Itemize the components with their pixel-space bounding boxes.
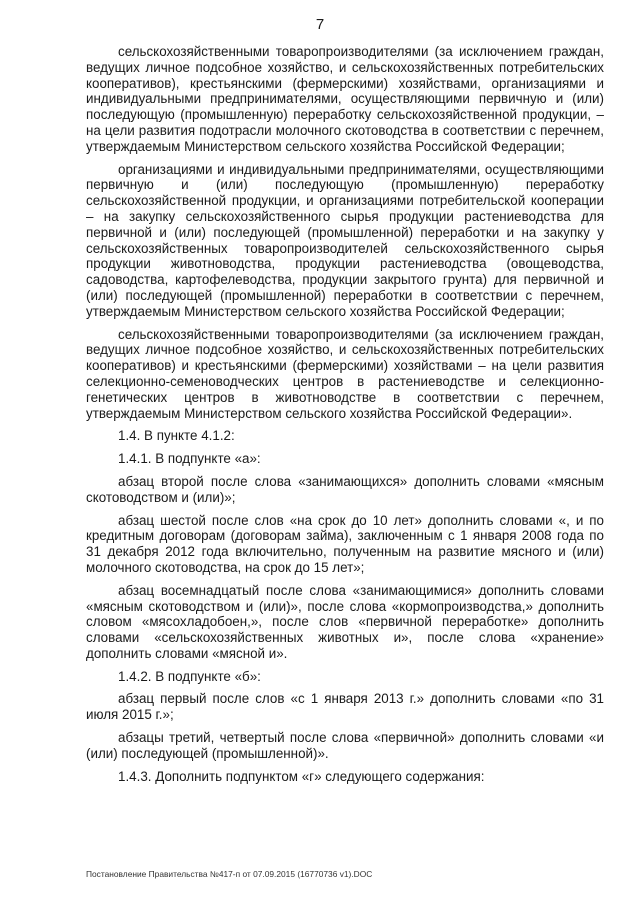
section-heading-1-4: 1.4. В пункте 4.1.2: (118, 428, 235, 444)
document-body (86, 44, 604, 791)
paragraph-milk-producers: сельскохозяйственными товаропроизводителями (за исключением граждан, ведущих личное подсобное хозяйство, и сельскохозяйственных потребительских кооперативов), крестьянскими (фермерскими) хозяйствами, организациями и индивидуальными предпринимателями, осуществляющими первичную и (или) последующую (промышленную) переработку сельскохозяйственной продукции, – на цели развития подотрасли молочного скотоводства в соответствии с перечнем, утверждаемым Министерством сельского хозяйства Российской Федерации; (86, 44, 604, 154)
document-footer: Постановление Правительства №417-п от 07.09.2015 (16770736 v1).DOC (86, 869, 373, 879)
paragraph-breeding-centers: сельскохозяйственными товаропроизводителями (за исключением граждан, ведущих личное подсобное хозяйство, и сельскохозяйственных потребительских кооперативов) и крестьянскими (фермерскими) хозяйствами – на цели развития селекционно-семеноводческих центров в растениеводстве и селекционно-генетических центров в животноводстве в соответствии с перечнем, утверждаемым Министерством сельского хозяйства Российской Федерации». (86, 326, 604, 421)
paragraph-abzac-shestoy: абзац шестой после слов «на срок до 10 лет» дополнить словами «, и по кредитным договорам (договорам займа), заключенным с 1 января 2008 года по 31 декабря 2012 года включительно, полученным на развитие мясного и (или) молочного скотоводства, на срок до 15 лет»; (86, 512, 604, 575)
paragraph-abzac-pervyy: абзац первый после слов «с 1 января 2013 г.» дополнить словами «по 31 июля 2015 г.»; (86, 691, 604, 723)
paragraph-abzacy-tretiy-chetvertyy: абзацы третий, четвертый после слова «первичной» дополнить словами «и (или) последующей (промышленной)». (86, 730, 604, 761)
section-heading-1-4-2: 1.4.2. В подпункте «б»: (118, 668, 261, 684)
paragraph-abzac-vosemnadcatyy: абзац восемнадцатый после слова «занимающимися» дополнить словами «мясным скотоводством и (или)», после слова «кормопроизводства,» дополнить словом «мясохладобоен,», после слов «первичной переработке» дополнить словами «сельскохозяйственных животных и», после слова «хранение» дополнить словами «мясной и». (86, 582, 604, 661)
paragraph-abzac-vtoroy: абзац второй после слова «занимающихся» дополнить словами «мясным скотоводством и (или)»; (86, 473, 604, 505)
page-number: 7 (315, 16, 325, 33)
section-heading-1-4-1: 1.4.1. В подпункте «а»: (118, 451, 261, 467)
paragraph-processing-organizations: организациями и индивидуальными предпринимателями, осуществляющими первичную и (или) последующую (промышленную) переработку сельскохозяйственной продукции, и организациями потребительской кооперации – на закупку сельскохозяйственного сырья продукции растениеводства для первичной и (или) последующей (промышленной) переработки и на закупку у сельскохозяйственных товаропроизводителей сельскохозяйственного сырья продукции животноводства, продукции растениеводства (овощеводства, садоводства, картофелеводства, продукции закрытого грунта) для первичной и (или) последующей (промышленной) переработки в соответствии с перечнем, утверждаемым Министерством сельского хозяйства Российской Федерации; (86, 161, 604, 319)
section-heading-1-4-3: 1.4.3. Дополнить подпунктом «г» следующего содержания: (118, 768, 485, 784)
